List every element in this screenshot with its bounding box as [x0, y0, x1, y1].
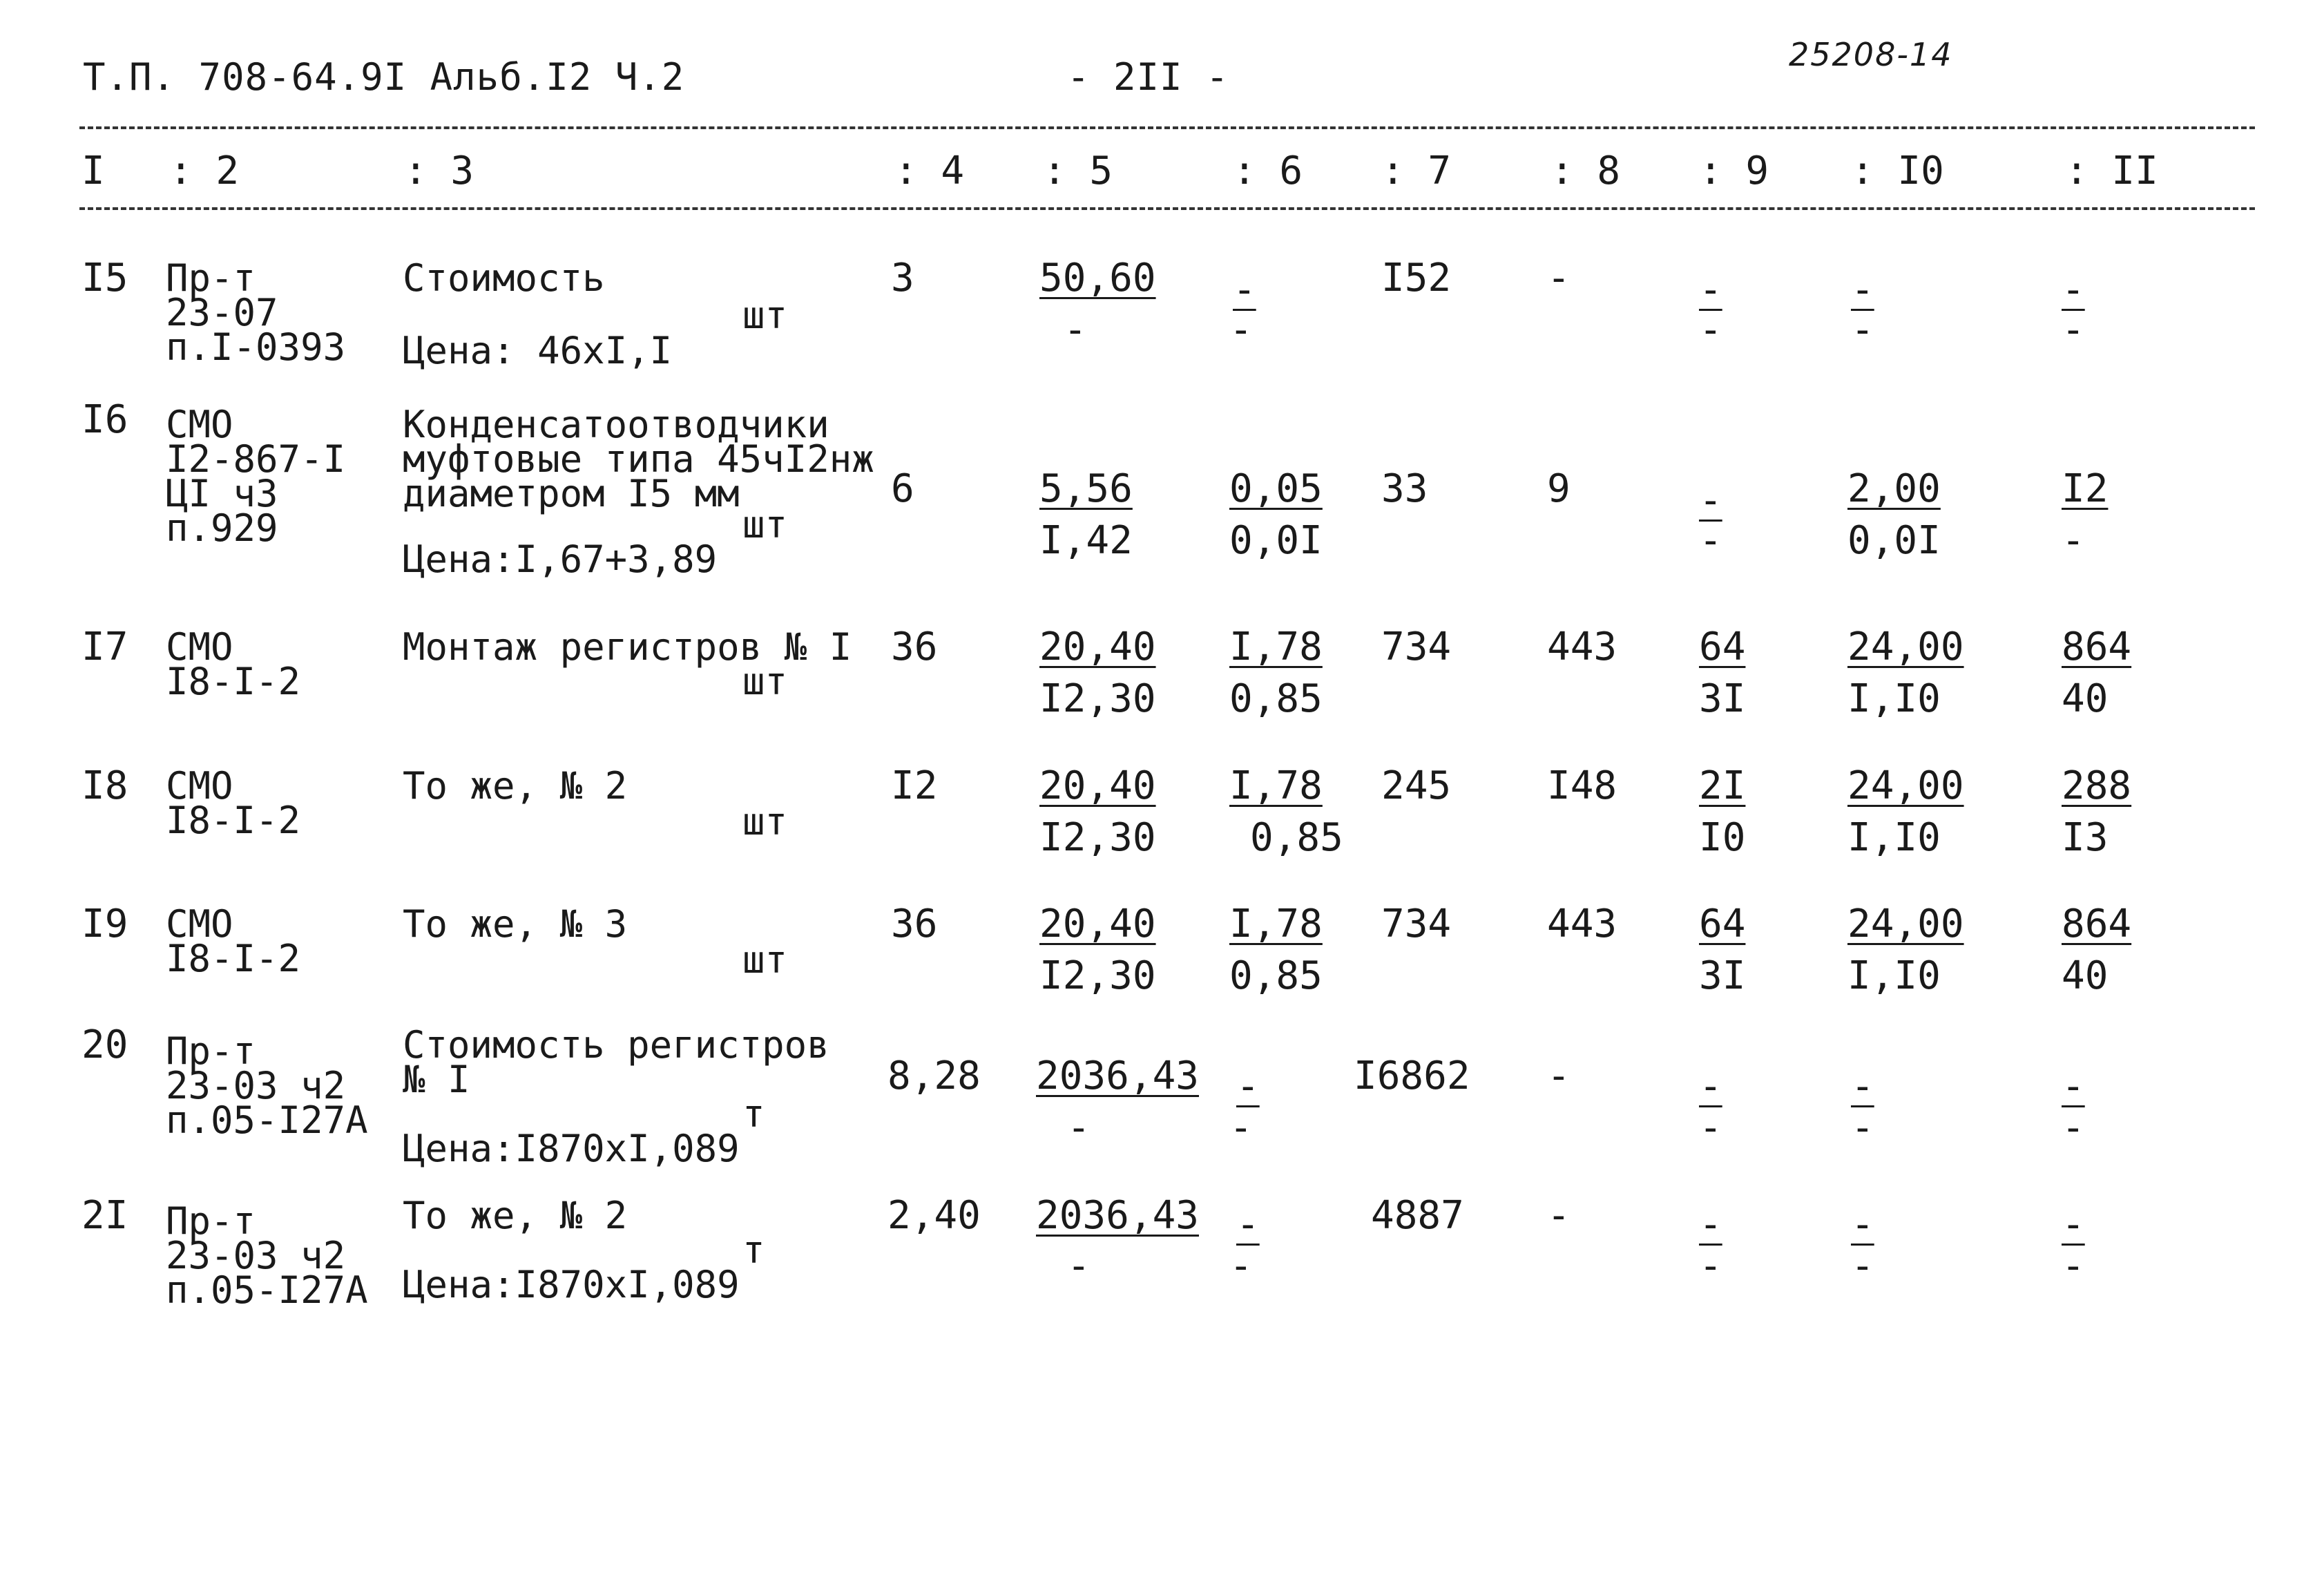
col5-top: 20,40 [1039, 625, 1156, 669]
col6-top: I,78 [1229, 625, 1323, 669]
col7: 245 [1381, 763, 1452, 808]
col9-top: 2I [1699, 763, 1746, 808]
col5-bottom: - [1064, 307, 1087, 352]
norm-code: СМО I2-867-I ЦI ч3 п.929 [166, 403, 346, 550]
col11-top: 288 [2062, 763, 2132, 808]
col9-top: - [1699, 1202, 1722, 1247]
column-header-2: : 2 [169, 149, 240, 193]
col7: I6862 [1354, 1054, 1470, 1098]
col6-bottom: 0,85 [1229, 953, 1323, 998]
item-name: Монтаж регистров № I [403, 625, 852, 669]
col11-top: 864 [2062, 625, 2132, 669]
item-name: Конденсатоотводчики муфтовые типа 45чI2нж диаметром I5 мм [403, 403, 874, 515]
page-number: - 2II - [1067, 55, 1229, 99]
item-name: То же, № 2 [403, 1194, 628, 1237]
col6-bottom: 0,0I [1229, 518, 1323, 563]
col11-bottom: - [2062, 307, 2085, 352]
col11-top: - [2062, 1064, 2085, 1109]
quantity: 8,28 [887, 1054, 981, 1098]
col7: I52 [1381, 256, 1452, 301]
col11-bottom: - [2062, 1244, 2085, 1288]
row-number: I7 [81, 625, 128, 669]
col11-bottom: - [2062, 1105, 2085, 1150]
item-price: Цена: 46хI,I [403, 329, 673, 372]
col9-bottom: - [1699, 1105, 1722, 1150]
col11-top: - [2062, 1202, 2085, 1247]
archive-stamp: 25208-14 [1789, 36, 1953, 73]
item-name: Стоимость регистров № I [403, 1023, 829, 1101]
col5-bottom: - [1067, 1244, 1091, 1288]
header-rule-top [79, 126, 2255, 129]
item-unit: шт [742, 660, 788, 703]
col10-bottom: I,I0 [1847, 676, 1941, 721]
row-number: 20 [81, 1022, 128, 1067]
col6-bottom: 0,85 [1229, 676, 1323, 721]
row-number: I6 [81, 397, 128, 442]
column-header-1: I [81, 149, 105, 193]
col9-top: - [1699, 1064, 1722, 1109]
col5-bottom: I2,30 [1039, 676, 1156, 721]
item-unit: шт [742, 503, 788, 546]
norm-code: СМО I8-I-2 [166, 902, 301, 980]
col6-top: 0,05 [1229, 466, 1323, 511]
col5-bottom: I2,30 [1039, 953, 1156, 998]
col9-top: 64 [1699, 625, 1746, 669]
col6-top: - [1236, 1202, 1260, 1247]
col8: 9 [1547, 466, 1571, 511]
col10-top: 24,00 [1847, 625, 1964, 669]
col10-top: - [1851, 267, 1874, 312]
column-header-9: : 9 [1699, 149, 1769, 193]
column-header-8: : 8 [1550, 149, 1621, 193]
quantity: 36 [891, 902, 938, 946]
col11-top: I2 [2062, 466, 2109, 511]
norm-code: Пр-т 23-03 ч2 п.05-I27А [166, 1199, 368, 1312]
col6-top: I,78 [1229, 902, 1323, 946]
col8: 443 [1547, 902, 1617, 946]
col7: 734 [1381, 902, 1452, 946]
col8: - [1547, 256, 1571, 301]
column-header-10: : I0 [1851, 149, 1944, 193]
col5-bottom: - [1067, 1105, 1091, 1150]
item-unit: шт [742, 800, 788, 844]
col5-top: 20,40 [1039, 763, 1156, 808]
row-number: 2I [81, 1193, 128, 1238]
col9-top: - [1699, 478, 1722, 523]
col10-bottom: - [1851, 1244, 1874, 1288]
col6-bottom: - [1229, 1105, 1253, 1150]
col5-top: 2036,43 [1036, 1193, 1200, 1238]
col11-bottom: 40 [2062, 953, 2109, 998]
col6-top: I,78 [1229, 763, 1323, 808]
norm-code: Пр-т 23-03 ч2 п.05-I27А [166, 1029, 368, 1142]
col9-bottom: - [1699, 307, 1722, 352]
norm-code: Пр-т 23-07 п.I-0393 [166, 256, 346, 369]
col10-top: - [1851, 1202, 1874, 1247]
col10-top: 24,00 [1847, 902, 1964, 946]
col7: 734 [1381, 625, 1452, 669]
col7: 33 [1381, 466, 1428, 511]
quantity: 6 [891, 466, 914, 511]
item-price: Цена:I870хI,089 [403, 1263, 740, 1306]
column-header-11: : II [2065, 149, 2158, 193]
col5-bottom: I,42 [1039, 518, 1133, 563]
col5-top: 5,56 [1039, 466, 1133, 511]
column-header-6: : 6 [1233, 149, 1303, 193]
item-name: Стоимость [403, 256, 605, 300]
col9-top: 64 [1699, 902, 1746, 946]
col5-top: 2036,43 [1036, 1054, 1200, 1098]
col8: - [1547, 1193, 1571, 1238]
col8: - [1547, 1054, 1571, 1098]
quantity: 36 [891, 625, 938, 669]
col10-top: 24,00 [1847, 763, 1964, 808]
col6-top: - [1233, 267, 1256, 312]
col5-bottom: I2,30 [1039, 815, 1156, 860]
column-header-7: : 7 [1381, 149, 1452, 193]
col9-top: - [1699, 267, 1722, 312]
col6-bottom: - [1229, 1244, 1253, 1288]
col11-bottom: I3 [2062, 815, 2109, 860]
item-unit: шт [742, 294, 788, 337]
col10-top: - [1851, 1064, 1874, 1109]
col11-top: 864 [2062, 902, 2132, 946]
col10-bottom: - [1851, 1105, 1874, 1150]
item-unit: т [742, 1228, 765, 1272]
col11-top: - [2062, 267, 2085, 312]
header-rule-bottom [79, 207, 2255, 210]
col6-bottom: 0,85 [1250, 815, 1343, 860]
document-reference: Т.П. 708-64.9I Альб.I2 Ч.2 [83, 55, 685, 99]
item-name: То же, № 3 [403, 902, 628, 946]
quantity: I2 [891, 763, 938, 808]
row-number: I8 [81, 763, 128, 808]
col8: I48 [1547, 763, 1617, 808]
row-number: I5 [81, 256, 128, 301]
col8: 443 [1547, 625, 1617, 669]
column-header-5: : 5 [1043, 149, 1113, 193]
col9-bottom: I0 [1699, 815, 1746, 860]
col9-bottom: - [1699, 1244, 1722, 1288]
col7: 4887 [1371, 1193, 1464, 1238]
norm-code: СМО I8-I-2 [166, 764, 301, 842]
col10-bottom: I,I0 [1847, 953, 1941, 998]
col11-bottom: 40 [2062, 676, 2109, 721]
quantity: 2,40 [887, 1193, 981, 1238]
col10-bottom: I,I0 [1847, 815, 1941, 860]
quantity: 3 [891, 256, 914, 301]
col5-top: 20,40 [1039, 902, 1156, 946]
column-header-3: : 3 [404, 149, 474, 193]
item-unit: шт [742, 938, 788, 982]
item-price: Цена:I,67+3,89 [403, 537, 718, 581]
col9-bottom: 3I [1699, 676, 1746, 721]
item-price: Цена:I870хI,089 [403, 1127, 740, 1170]
col9-bottom: - [1699, 518, 1722, 563]
col10-bottom: - [1851, 307, 1874, 352]
item-unit: т [742, 1092, 765, 1136]
item-name: То же, № 2 [403, 764, 628, 808]
col10-bottom: 0,0I [1847, 518, 1941, 563]
col11-bottom: - [2062, 518, 2085, 563]
col5-top: 50,60 [1039, 256, 1156, 301]
col6-top: - [1236, 1064, 1260, 1109]
norm-code: СМО I8-I-2 [166, 625, 301, 703]
row-number: I9 [81, 902, 128, 946]
column-header-4: : 4 [894, 149, 965, 193]
col10-top: 2,00 [1847, 466, 1941, 511]
col9-bottom: 3I [1699, 953, 1746, 998]
col6-bottom: - [1229, 307, 1253, 352]
